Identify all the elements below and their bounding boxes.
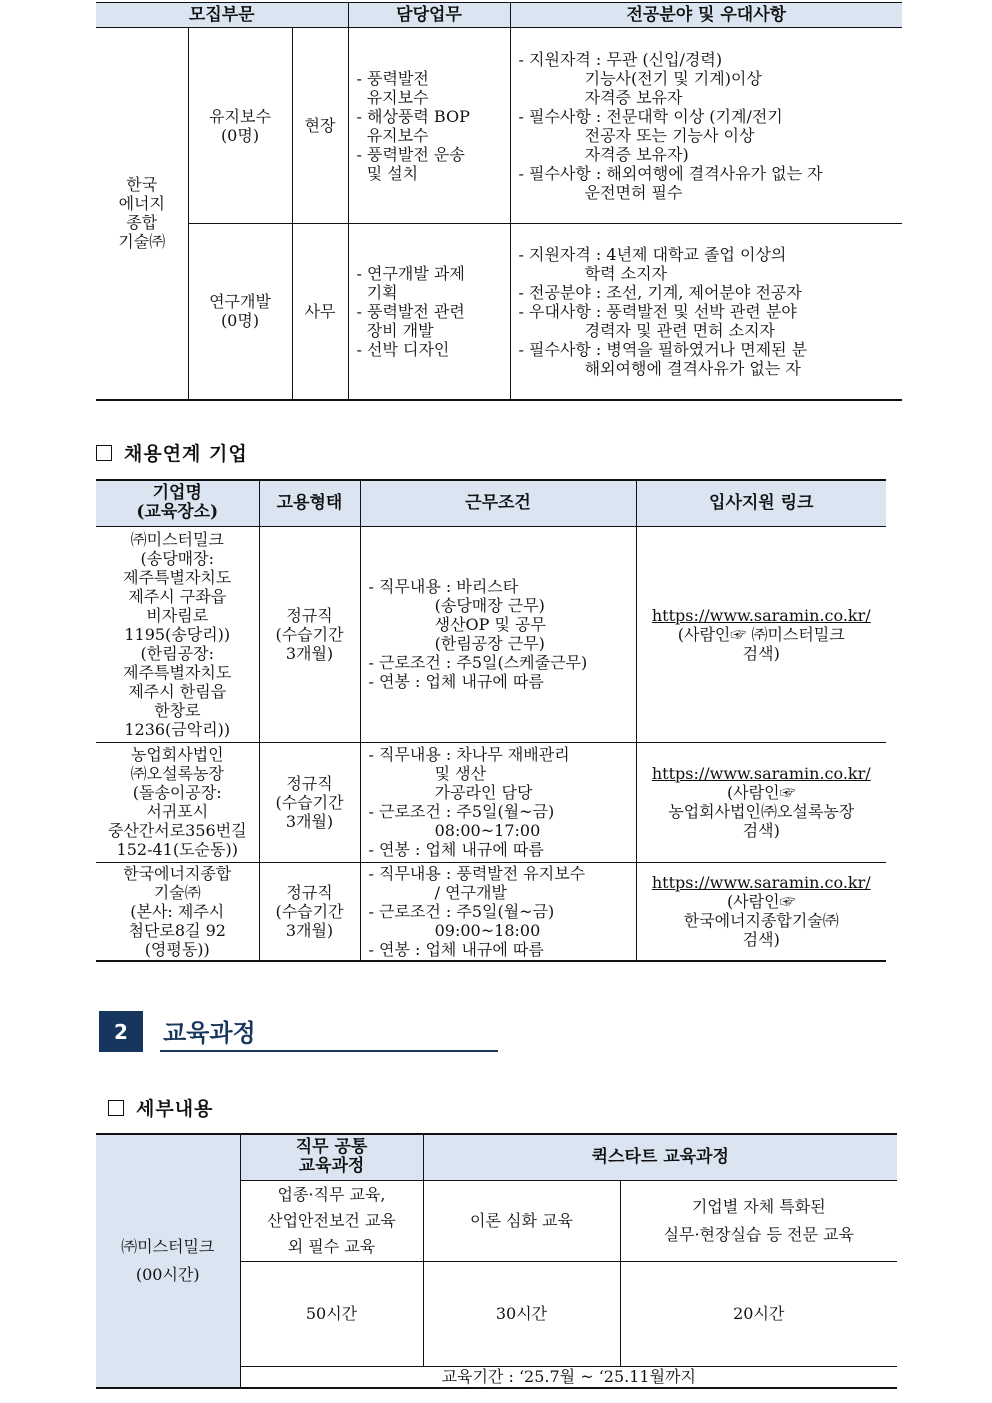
- edu-company-cell: ㈜미스터밀크 (00시간): [96, 1134, 240, 1388]
- header-duties: 담당업무: [348, 3, 510, 28]
- employment-cell: 정규직 (수습기간 3개월): [259, 526, 360, 742]
- header-conditions: 근무조건: [360, 480, 636, 526]
- common-course-hours: 50시간: [240, 1261, 423, 1366]
- section-companies-heading: [96, 439, 248, 466]
- apply-link[interactable]: https://www.saramin.co.kr/: [651, 873, 871, 893]
- requirements-cell: - 지원자격 : 무관 (신입/경력) 기능사(전기 및 기계)이상 자격증 보유자 - 필수사항 : 전문대학 이상 (기계/전기 전공자 또는 기능사 이상 자격증 보유자) - 필수사항 : 해외여행에 결격사유가 없는 자 운전면허 필수: [510, 28, 902, 224]
- header-company: 기업명 (교육장소): [96, 480, 259, 526]
- header-division: 모집부문: [96, 3, 348, 28]
- apply-link[interactable]: https://www.saramin.co.kr/: [651, 605, 871, 625]
- recruit-table: [96, 2, 902, 401]
- apply-link-note: (사람인☞ ㈜미스터밀크 검색): [677, 624, 845, 663]
- company-name-cell: ㈜미스터밀크 (송당매장: 제주특별자치도 제주시 구좌읍 비자림로 1195(송당리)) (한림공장: 제주특별자치도 제주시 한림읍 한창로 1236(금악리)): [96, 526, 259, 742]
- apply-link[interactable]: https://www.saramin.co.kr/: [651, 764, 871, 783]
- header-requirements: 전공분야 및 우대사항: [510, 3, 902, 28]
- conditions-cell: - 직무내용 : 풍력발전 유지보수 / 연구개발 - 근로조건 : 주5일(월~금) 09:00~18:00 - 연봉 : 업체 내규에 따름: [360, 862, 636, 961]
- apply-link-cell: [636, 742, 886, 862]
- type-cell: 현장: [292, 28, 348, 224]
- header-common-course: 직무 공통 교육과정: [240, 1134, 423, 1180]
- checkbox-square-icon: [108, 1100, 124, 1116]
- common-course-desc: 업종·직무 교육, 산업안전보건 교육 외 필수 교육: [240, 1180, 423, 1261]
- header-quickstart-course: 퀵스타트 교육과정: [423, 1134, 897, 1180]
- edu-period: 교육기간 : ‘25.7월 ~ ‘25.11월까지: [240, 1366, 897, 1388]
- requirements-cell: - 지원자격 : 4년제 대학교 졸업 이상의 학력 소지자 - 전공분야 : 조선, 기계, 제어분야 전공자 - 우대사항 : 풍력발전 및 선박 관련 분야 경력자 및 관련 면허 소지자 - 필수사항 : 병역을 필하였거나 면제된 분 해외여행에 결격사유가 없는 자: [510, 224, 902, 400]
- duties-cell: - 연구개발 과제 기획 - 풍력발전 관련 장비 개발 - 선박 디자인: [348, 224, 510, 400]
- theory-course-desc: 이론 심화 교육: [423, 1180, 620, 1261]
- division-cell: 유지보수 (0명): [188, 28, 292, 224]
- company-table: [96, 479, 886, 962]
- theory-course-hours: 30시간: [423, 1261, 620, 1366]
- company-name-cell: 한국에너지종합 기술㈜ (본사: 제주시 첨단로8길 92 (영평동)): [96, 862, 259, 961]
- special-course-desc: 기업별 자체 특화된 실무·현장실습 등 전문 교육: [620, 1180, 897, 1261]
- company-name: 한국 에너지 종합 기술㈜: [96, 28, 188, 400]
- apply-link-cell: [636, 862, 886, 961]
- apply-link-note: (사람인☞ 농업회사법인㈜오설록농장 검색): [668, 783, 855, 840]
- section-underline: [160, 1050, 498, 1052]
- conditions-cell: - 직무내용 : 차나무 재배관리 및 생산 가공라인 담당 - 근로조건 : 주5일(월~금) 08:00~17:00 - 연봉 : 업체 내규에 따름: [360, 742, 636, 862]
- type-cell: 사무: [292, 224, 348, 400]
- section-number-badge: 2: [99, 1011, 143, 1052]
- education-table: [96, 1133, 897, 1389]
- apply-link-note: (사람인☞ 한국에너지종합기술㈜ 검색): [683, 892, 839, 950]
- section-title: 교육과정: [163, 1019, 256, 1047]
- section-detail-heading: [108, 1094, 213, 1121]
- header-apply-link: 입사지원 링크: [636, 480, 886, 526]
- apply-link-cell: [636, 526, 886, 742]
- special-course-hours: 20시간: [620, 1261, 897, 1366]
- section-detail-title: 세부내용: [136, 1098, 214, 1120]
- employment-cell: 정규직 (수습기간 3개월): [259, 742, 360, 862]
- duties-cell: - 풍력발전 유지보수 - 해상풍력 BOP 유지보수 - 풍력발전 운송 및 설치: [348, 28, 510, 224]
- section-companies-title: 채용연계 기업: [124, 443, 248, 465]
- header-employment: 고용형태: [259, 480, 360, 526]
- conditions-cell: - 직무내용 : 바리스타 (송당매장 근무) 생산OP 및 공무 (한림공장 근무) - 근로조건 : 주5일(스케줄근무) - 연봉 : 업체 내규에 따름: [360, 526, 636, 742]
- division-cell: 연구개발 (0명): [188, 224, 292, 400]
- employment-cell: 정규직 (수습기간 3개월): [259, 862, 360, 961]
- checkbox-square-icon: [96, 445, 112, 461]
- company-name-cell: 농업회사법인 ㈜오설록농장 (돌송이공장: 서귀포시 중산간서로356번길 152-41(도순동)): [96, 742, 259, 862]
